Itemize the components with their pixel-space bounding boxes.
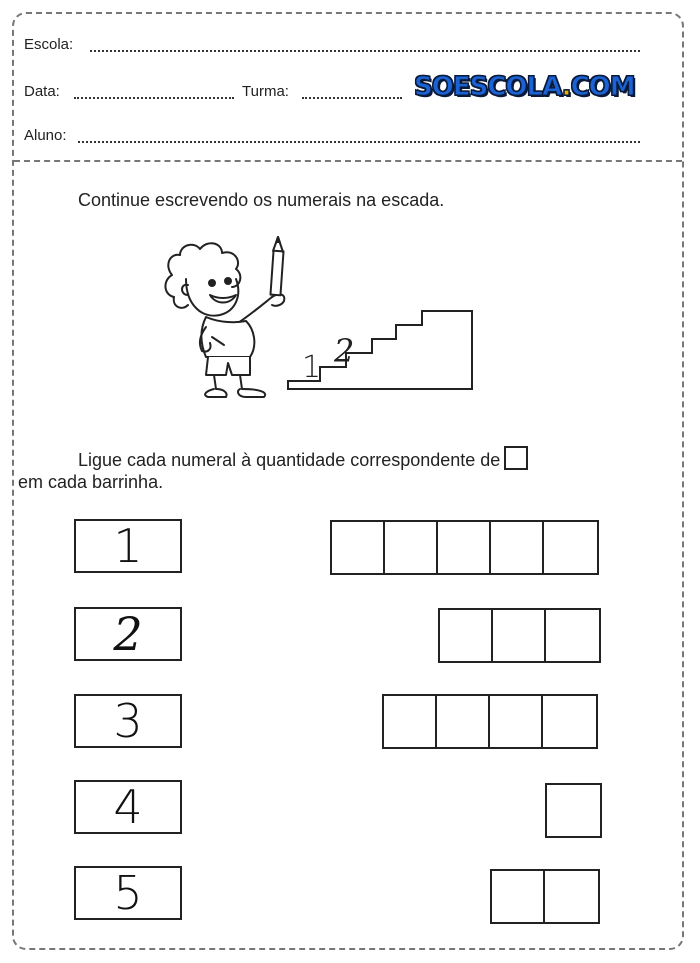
bar-square bbox=[544, 522, 597, 573]
school-label: Escola: bbox=[24, 36, 74, 53]
raised-arm bbox=[238, 297, 272, 323]
bar-square bbox=[491, 522, 544, 573]
numeral-box-5[interactable] bbox=[74, 866, 182, 920]
bar-square bbox=[547, 785, 600, 836]
square-bar-3[interactable] bbox=[438, 608, 601, 663]
date-field[interactable] bbox=[74, 97, 234, 99]
bar-square bbox=[384, 696, 437, 747]
class-label: Turma: bbox=[242, 83, 289, 100]
bar-square bbox=[437, 696, 490, 747]
bar-square bbox=[492, 871, 545, 922]
logo-main: SOESCOLA bbox=[414, 72, 562, 102]
student-label: Aluno: bbox=[24, 127, 67, 144]
header-divider bbox=[14, 160, 682, 162]
numeral-5: 5 bbox=[113, 866, 143, 920]
square-bar-5[interactable] bbox=[330, 520, 599, 575]
square-bar-1[interactable] bbox=[545, 783, 602, 838]
left-eye bbox=[209, 280, 215, 286]
stair-number-1: 1 bbox=[302, 350, 322, 385]
numeral-3: 3 bbox=[113, 694, 143, 748]
right-shoe bbox=[238, 389, 265, 397]
exercise1-instruction: Continue escrevendo os numerais na escada. bbox=[78, 190, 445, 210]
numeral-1: 1 bbox=[113, 519, 143, 573]
bar-square bbox=[490, 696, 543, 747]
numeral-2: 2 bbox=[113, 607, 143, 661]
square-bar-4[interactable] bbox=[382, 694, 598, 749]
bar-square bbox=[493, 610, 546, 661]
pencil bbox=[270, 251, 283, 296]
shorts bbox=[206, 357, 250, 375]
square-bar-2[interactable] bbox=[490, 869, 600, 924]
logo-dot: . bbox=[561, 72, 571, 102]
bar-square bbox=[546, 610, 599, 661]
stair-number-2: 2 bbox=[334, 332, 355, 370]
site-logo bbox=[414, 72, 635, 102]
numeral-4: 4 bbox=[113, 780, 143, 834]
square-symbol-icon bbox=[504, 446, 528, 470]
left-shoe bbox=[205, 389, 226, 397]
date-label: Data: bbox=[24, 83, 60, 100]
numeral-box-1[interactable] bbox=[74, 519, 182, 573]
bar-square bbox=[545, 871, 598, 922]
logo-suffix: COM bbox=[570, 72, 635, 102]
exercise2-instruction-line2: em cada barrinha. bbox=[18, 472, 164, 492]
numeral-box-3[interactable] bbox=[74, 694, 182, 748]
shirt bbox=[202, 317, 255, 357]
student-field[interactable] bbox=[78, 141, 640, 143]
numeral-box-4[interactable] bbox=[74, 780, 182, 834]
bar-square bbox=[438, 522, 491, 573]
bar-square bbox=[543, 696, 596, 747]
class-field[interactable] bbox=[302, 97, 402, 99]
mouth bbox=[210, 295, 236, 303]
numeral-box-2[interactable] bbox=[74, 607, 182, 661]
bar-square bbox=[440, 610, 493, 661]
bar-square bbox=[385, 522, 438, 573]
exercise2-instruction-text: Ligue cada numeral à quantidade correspondente de bbox=[78, 450, 501, 470]
right-eye bbox=[225, 278, 231, 284]
exercise2-instruction-line1 bbox=[78, 446, 528, 471]
school-field[interactable] bbox=[90, 50, 640, 52]
boy-stairs-illustration bbox=[150, 235, 490, 405]
bar-square bbox=[332, 522, 385, 573]
